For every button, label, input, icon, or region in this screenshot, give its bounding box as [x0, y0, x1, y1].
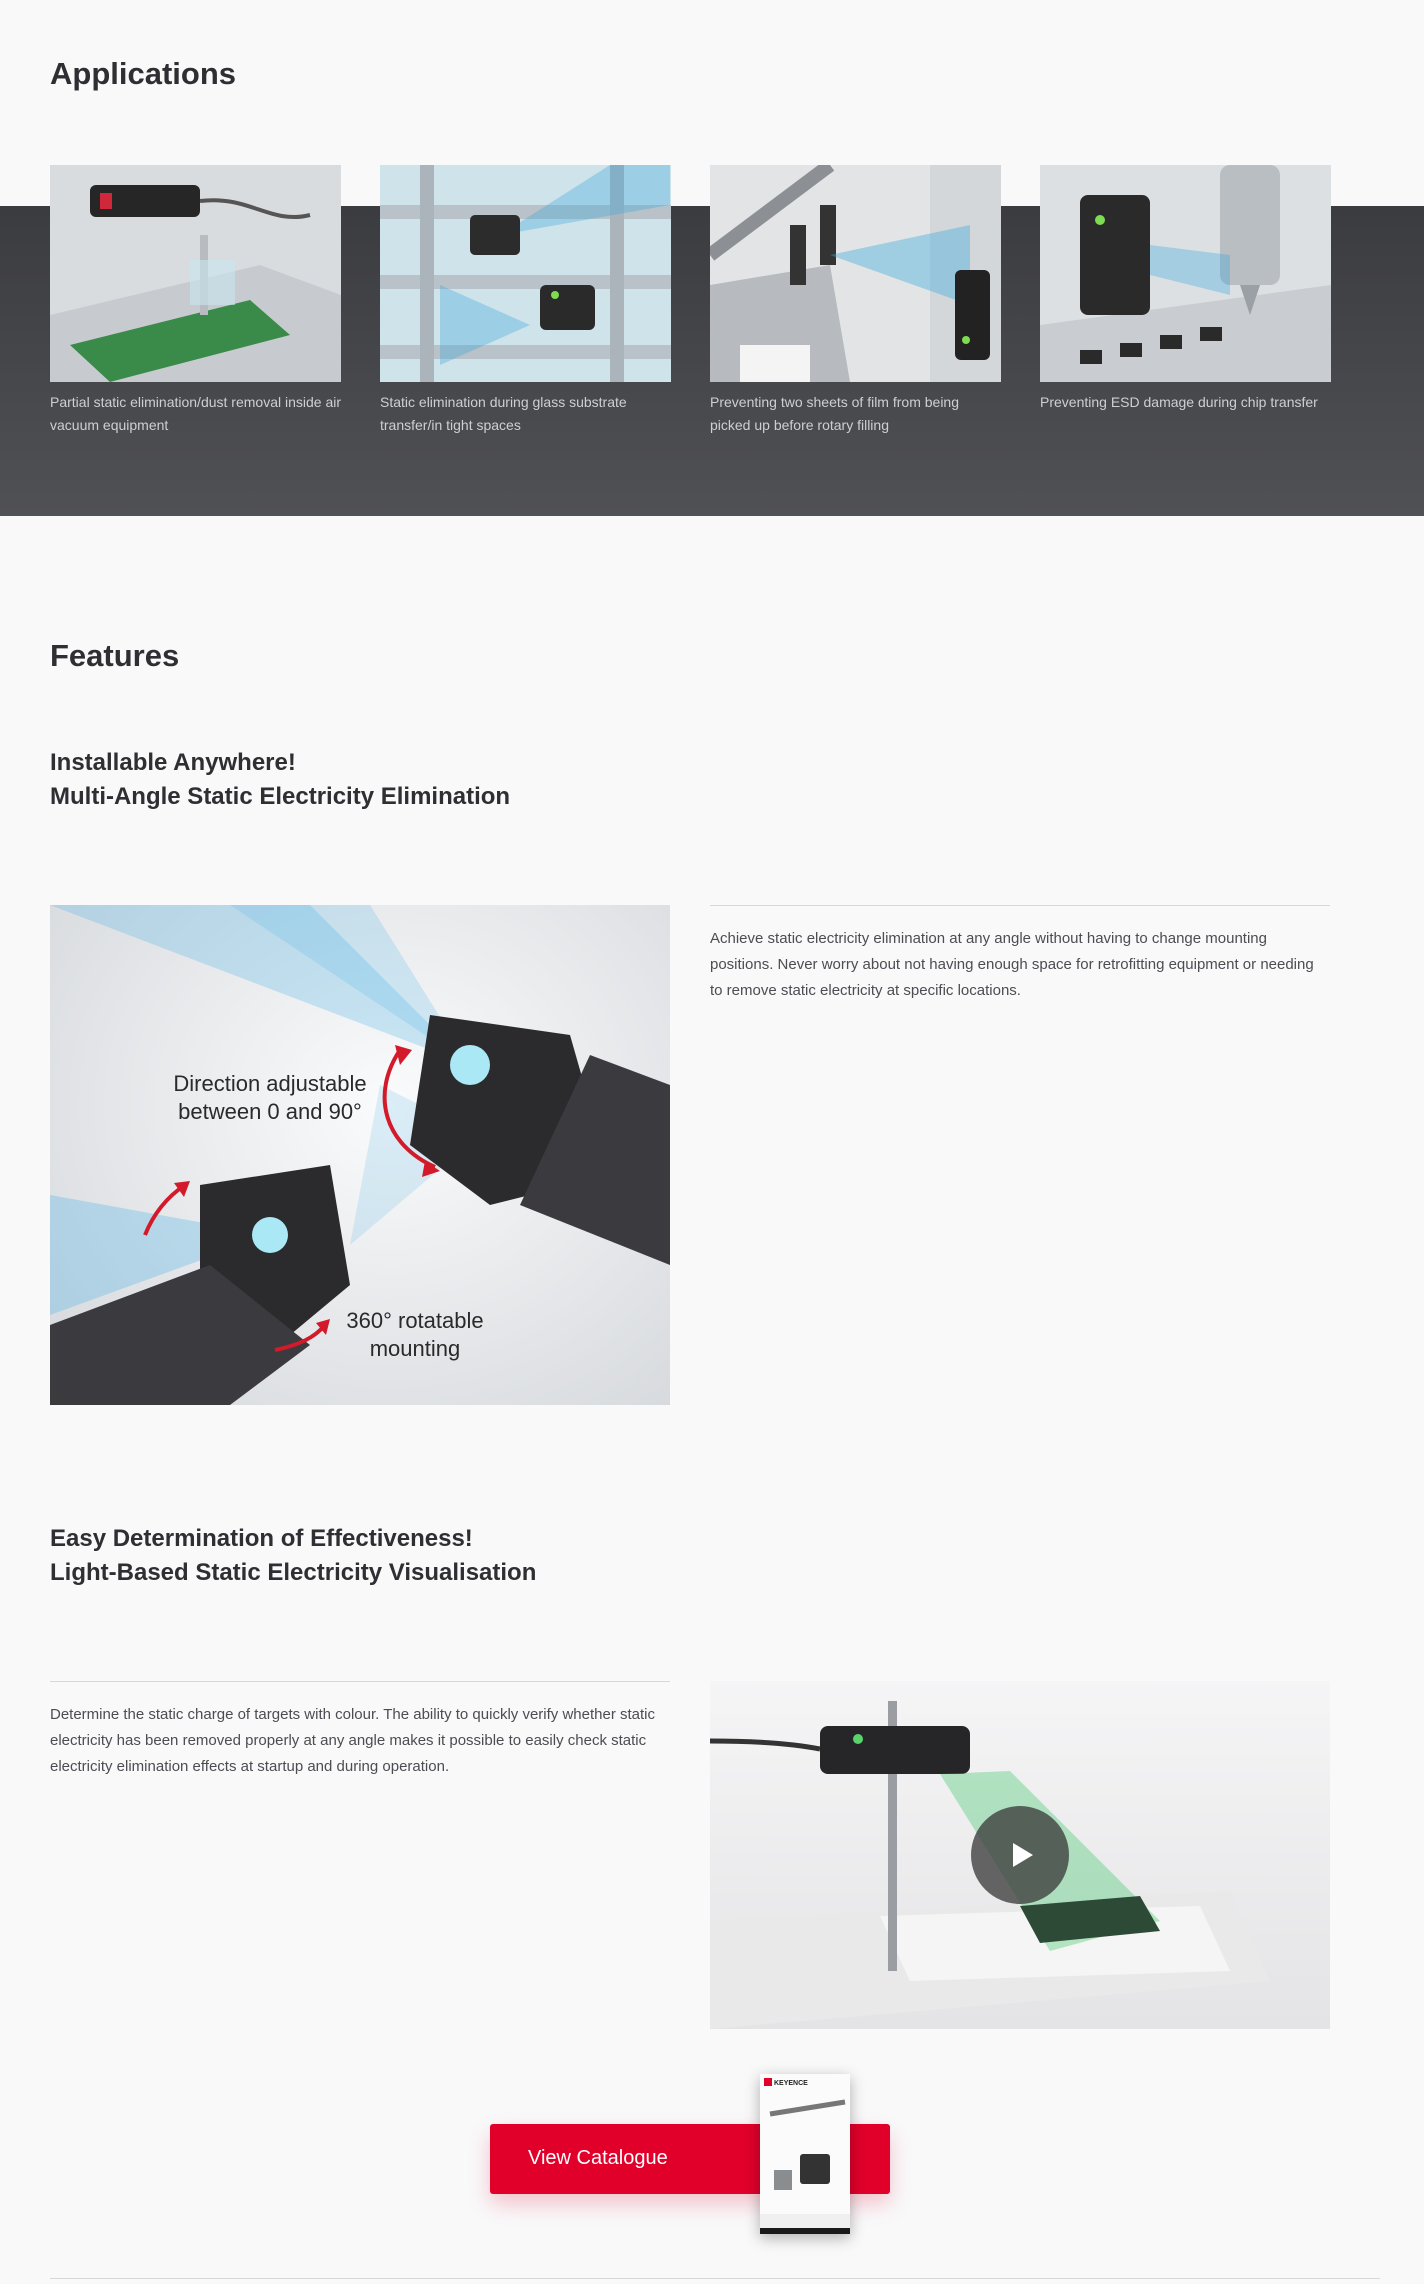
application-caption: Partial static elimination/dust removal inside air vacuum equipment [50, 394, 342, 433]
feature-description: Achieve static electricity elimination at any angle without having to change mounting positions. Never worry about not having enough space for retrofitting equipment or needing to remove static electricity at specific locations. [710, 930, 1314, 999]
multi-angle-figure [50, 905, 670, 1405]
features-title: Features [50, 638, 180, 673]
application-card[interactable] [50, 165, 341, 437]
applications-title: Applications [50, 56, 237, 91]
feature-description: Determine the static charge of targets with colour. The ability to quickly verify whether static electricity has been removed properly at any angle makes it possible to easily check static electricity elimination effects at startup and during operation. [50, 1706, 655, 1775]
application-caption: Preventing ESD damage during chip transfer [1040, 394, 1318, 410]
play-icon [1003, 1838, 1037, 1872]
view-catalogue-button[interactable] [490, 2080, 890, 2194]
footer-divider [50, 2278, 1380, 2279]
feature-heading-line: Easy Determination of Effectiveness! [50, 1525, 473, 1552]
feature-heading-line: Multi-Angle Static Electricity Elimination [50, 783, 511, 810]
application-image [380, 165, 671, 382]
application-card[interactable] [380, 165, 671, 437]
application-card[interactable] [1040, 165, 1331, 414]
video-play-button[interactable] [971, 1806, 1069, 1904]
feature-heading [50, 1522, 536, 1590]
figure-label-direction: Direction adjustable between 0 and 90° [173, 1071, 367, 1124]
video-player[interactable] [710, 1681, 1330, 2029]
application-image [50, 165, 341, 382]
application-caption: Static elimination during glass substrate transfer/in tight spaces [380, 394, 627, 433]
application-image [1040, 165, 1331, 382]
divider [50, 1681, 670, 1682]
catalogue-brand: KEYENCE [774, 2080, 808, 2087]
feature-heading-line: Light-Based Static Electricity Visualisation [50, 1559, 537, 1586]
catalogue-cover-image [760, 2074, 850, 2234]
feature-heading [50, 746, 510, 814]
application-caption: Preventing two sheets of film from being picked up before rotary filling [710, 394, 960, 433]
divider [710, 905, 1330, 906]
application-image [710, 165, 1001, 382]
figure-label-rotation: 360° rotatable mounting [346, 1308, 484, 1361]
feature-heading-line: Installable Anywhere! [50, 749, 296, 776]
view-catalogue-label: View Catalogue [528, 2147, 668, 2169]
application-card[interactable] [710, 165, 1001, 437]
